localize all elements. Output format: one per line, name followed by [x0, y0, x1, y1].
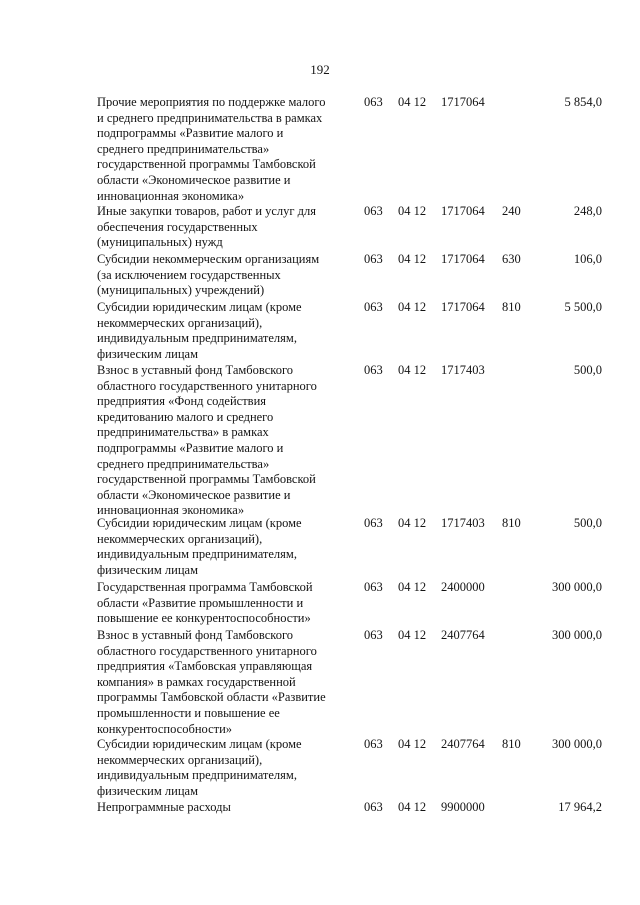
- article-code: 2407764: [441, 628, 485, 642]
- article-code: 1717064: [441, 204, 485, 218]
- ministry-code: 063: [364, 252, 383, 266]
- section-code: 04 12: [398, 300, 427, 314]
- article-code: 1717403: [441, 516, 485, 530]
- article-code: 2407764: [441, 737, 485, 751]
- row-description: Субсидии некоммерческим организациям (за исключением государственных (муниципальных) учреждений): [97, 252, 320, 298]
- article-code: 1717064: [441, 95, 485, 109]
- amount-value: 106,0: [573, 252, 602, 266]
- article-code: 1717064: [441, 252, 485, 266]
- amount-value: 5 500,0: [564, 300, 602, 314]
- amount-value: 300 000,0: [552, 628, 602, 642]
- expense-type-code: 810: [502, 516, 521, 530]
- section-code: 04 12: [398, 737, 427, 751]
- article-code: 1717064: [441, 300, 485, 314]
- section-code: 04 12: [398, 628, 427, 642]
- amount-value: 17 964,2: [558, 800, 602, 814]
- expense-type-code: 810: [502, 737, 521, 751]
- ministry-code: 063: [364, 363, 383, 377]
- section-code: 04 12: [398, 95, 427, 109]
- ministry-code: 063: [364, 737, 383, 751]
- ministry-code: 063: [364, 580, 383, 594]
- ministry-code: 063: [364, 516, 383, 530]
- row-description: Непрограммные расходы: [97, 800, 231, 814]
- article-code: 2400000: [441, 580, 485, 594]
- section-code: 04 12: [398, 252, 427, 266]
- article-code: 1717403: [441, 363, 485, 377]
- expense-type-code: 240: [502, 204, 521, 218]
- ministry-code: 063: [364, 628, 383, 642]
- amount-value: 300 000,0: [552, 580, 602, 594]
- row-description: Субсидии юридическим лицам (кроме некоммерческих организаций), индивидуальным предпринимателям, физическим лицам: [97, 737, 302, 798]
- amount-value: 500,0: [573, 363, 602, 377]
- section-code: 04 12: [398, 363, 427, 377]
- section-code: 04 12: [398, 516, 427, 530]
- amount-value: 300 000,0: [552, 737, 602, 751]
- row-description: Прочие мероприятия по поддержке малого и среднего предпринимательства в рамках подпрограммы «Развитие малого и среднего предпринимательства» государственной программы Тамбовской области «Экономическое развитие и инновационная экономика»: [97, 95, 326, 203]
- row-description: Государственная программа Тамбовской области «Развитие промышленности и повышение ее конкурентоспособности»: [97, 580, 313, 626]
- row-description: Иные закупки товаров, работ и услуг для обеспечения государственных (муниципальных) нужд: [97, 204, 317, 250]
- ministry-code: 063: [364, 300, 383, 314]
- expense-type-code: 810: [502, 300, 521, 314]
- section-code: 04 12: [398, 204, 427, 218]
- article-code: 9900000: [441, 800, 485, 814]
- section-code: 04 12: [398, 800, 427, 814]
- amount-value: 248,0: [573, 204, 602, 218]
- expense-type-code: 630: [502, 252, 521, 266]
- row-description: Субсидии юридическим лицам (кроме некоммерческих организаций), индивидуальным предпринимателям, физическим лицам: [97, 516, 302, 577]
- ministry-code: 063: [364, 95, 383, 109]
- page-number: 192: [310, 62, 330, 77]
- section-code: 04 12: [398, 580, 427, 594]
- row-description: Взнос в уставный фонд Тамбовского областного государственного унитарного предприятия «Фонд содействия кредитованию малого и среднего предпринимательства» в рамках подпрограммы «Развитие малого и среднего предпринимательства» государственной программы Тамбовской области «Экономическое развитие и инновационная экономика»: [97, 363, 317, 518]
- amount-value: 5 854,0: [564, 95, 602, 109]
- row-description: Субсидии юридическим лицам (кроме некоммерческих организаций), индивидуальным предпринимателям, физическим лицам: [97, 300, 302, 361]
- ministry-code: 063: [364, 204, 383, 218]
- amount-value: 500,0: [573, 516, 602, 530]
- row-description: Взнос в уставный фонд Тамбовского областного государственного унитарного предприятия «Тамбовская управляющая компания» в рамках государственной программы Тамбовской области «Развитие промышленности и повышение ее конкурентоспособности»: [97, 628, 326, 736]
- ministry-code: 063: [364, 800, 383, 814]
